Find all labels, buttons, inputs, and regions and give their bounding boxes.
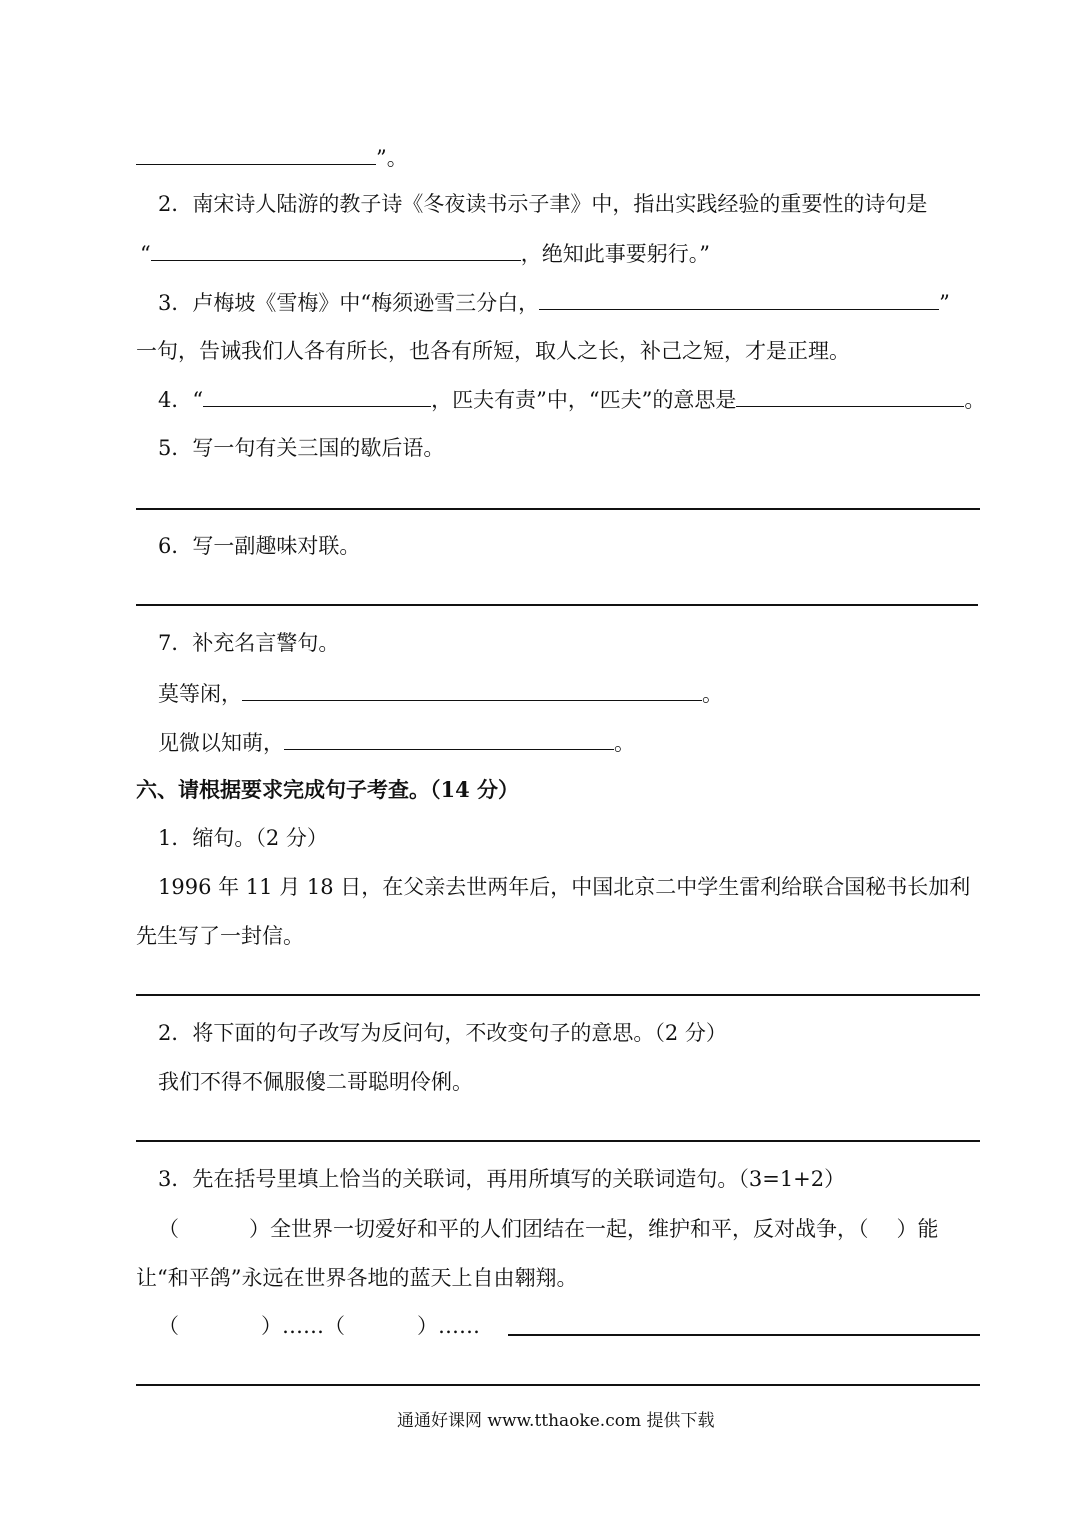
q4-question	[158, 386, 985, 412]
s6-q3-title: 3．先在括号里填上恰当的关联词，再用所填写的关联词造句。（3=1+2）	[158, 1167, 846, 1191]
s6-q2-sentence: 我们不得不佩服傻二哥聪明伶俐。	[158, 1070, 473, 1094]
s6-q3-text: ）全世界一切爱好和平的人们团结在一起，维护和平，反对战争，（	[249, 1217, 869, 1241]
answer-rule[interactable]	[136, 1140, 980, 1142]
s6-q3-line2: 让“和平鸽”永远在世界各地的蓝天上自由翱翔。	[136, 1266, 578, 1290]
quote: “	[140, 242, 151, 266]
paren-open: （	[158, 1217, 179, 1241]
blank[interactable]	[539, 289, 939, 310]
q7-item-a	[158, 680, 723, 706]
q4-head: 4．“	[158, 388, 204, 412]
q7-item-b	[158, 729, 635, 755]
q3-head: 3．卢梅坡《雪梅》中“梅须逊雪三分白，	[158, 291, 540, 315]
answer-rule[interactable]	[508, 1334, 980, 1336]
q3-tail: ”	[939, 291, 950, 315]
blank[interactable]	[203, 386, 431, 407]
q1-tail: ”。	[376, 146, 408, 170]
q1-answer-line	[136, 144, 408, 170]
answer-rule[interactable]	[136, 508, 980, 510]
q7-question: 7．补充名言警句。	[158, 631, 340, 655]
blank[interactable]	[284, 729, 614, 750]
q7-b-tail: 。	[614, 731, 635, 755]
q2-answer-line	[140, 240, 710, 266]
ellipsis: ）……	[417, 1314, 480, 1338]
answer-rule[interactable]	[136, 994, 980, 996]
s6-q3-line1	[158, 1216, 939, 1242]
s6-q1-sentence-line2: 先生写了一封信。	[136, 924, 304, 948]
q3-line2: 一句，告诫我们人各有所长，也各有所短，取人之长，补己之短，才是正理。	[136, 339, 850, 363]
q6-question: 6．写一副趣味对联。	[158, 534, 361, 558]
blank[interactable]	[242, 680, 702, 701]
s6-q1-title: 1．缩句。（2 分）	[158, 826, 328, 850]
s6-q3-tail: ）能	[896, 1217, 939, 1241]
q7-a-tail: 。	[702, 682, 723, 706]
blank[interactable]	[136, 144, 376, 165]
q4-mid: ，匹夫有责”中，“匹夫”的意思是	[431, 388, 737, 412]
blank[interactable]	[151, 240, 521, 261]
footer-text: 通通好课网 www.tthaoke.com 提供下载	[397, 1411, 715, 1431]
answer-rule[interactable]	[136, 604, 978, 606]
blank[interactable]	[736, 386, 964, 407]
s6-q2-title: 2．将下面的句子改写为反问句，不改变句子的意思。（2 分）	[158, 1021, 727, 1045]
q2-question: 2．南宋诗人陆游的教子诗《冬夜读书示子聿》中，指出实践经验的重要性的诗句是	[158, 192, 928, 216]
section-title: 六、请根据要求完成句子考查。（14 分）	[136, 777, 520, 802]
q4-tail: 。	[964, 388, 986, 412]
q2-tail: ，绝知此事要躬行。”	[520, 242, 710, 266]
q3-question	[158, 289, 950, 315]
s6-q3-line3	[158, 1313, 480, 1339]
paren-open: （	[158, 1314, 179, 1338]
answer-rule[interactable]	[136, 1384, 980, 1386]
ellipsis-paren: ）……（	[261, 1314, 345, 1338]
s6-q1-sentence-line1: 1996 年 11 月 18 日，在父亲去世两年后，中国北京二中学生雷利给联合国秘书长加利	[158, 875, 971, 899]
q5-question: 5．写一句有关三国的歇后语。	[158, 436, 445, 460]
q7-a-head: 莫等闲，	[158, 682, 242, 706]
q7-b-head: 见微以知萌，	[158, 731, 284, 755]
